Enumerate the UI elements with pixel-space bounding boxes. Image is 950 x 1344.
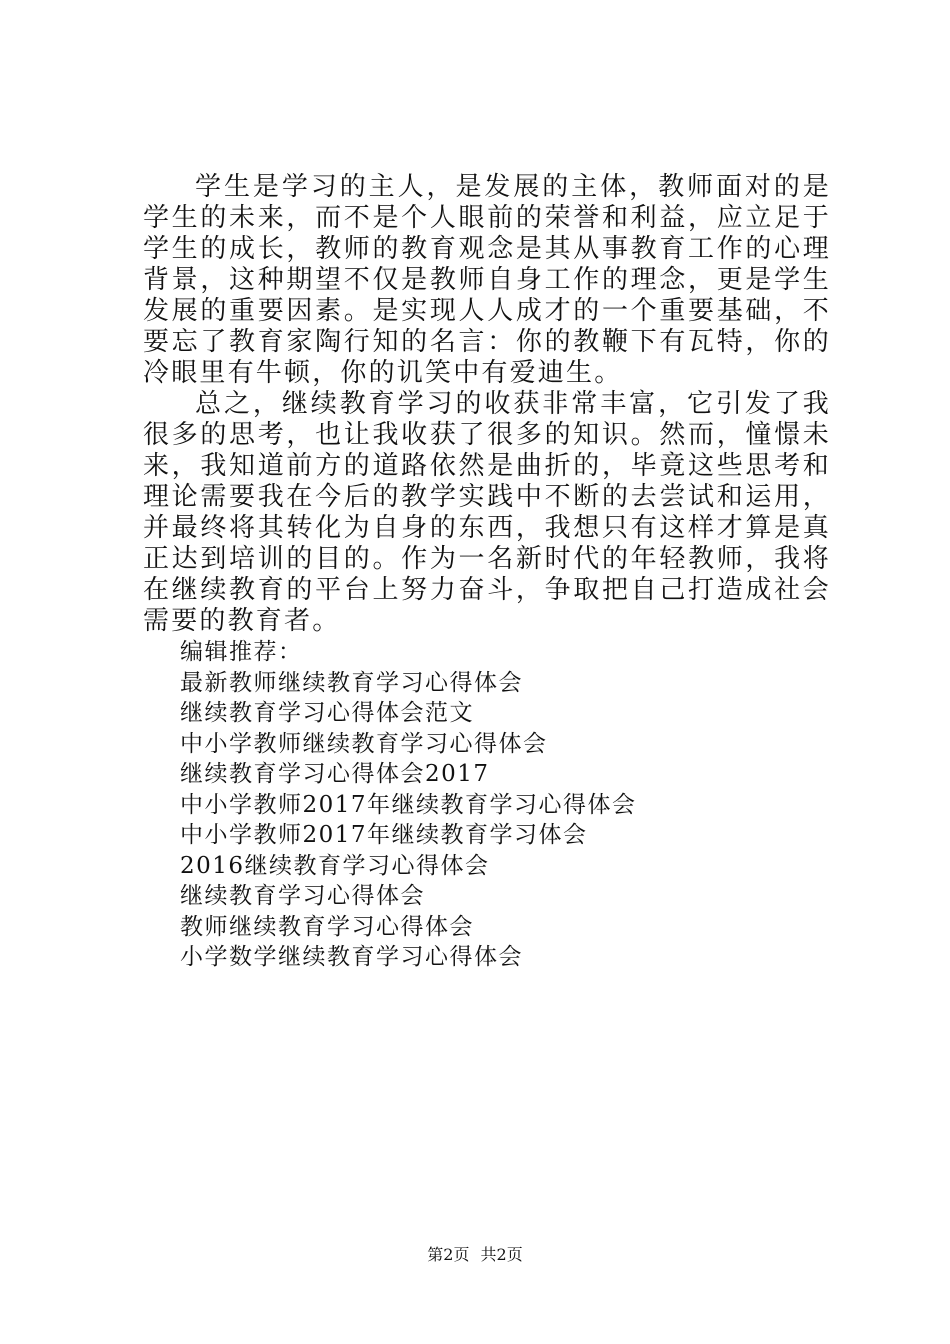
page-total: 共2页 [480, 1245, 523, 1264]
recommend-heading: 编辑推荐： [180, 639, 303, 665]
recommend-item[interactable]: 继续教育学习心得体会 [180, 883, 425, 909]
page-number: 第2页 [427, 1245, 470, 1264]
recommend-item[interactable]: 中小学教师2017年继续教育学习心得体会 [180, 791, 637, 818]
paragraph-1: 学生是学习的主人，是发展的主体，教师面对的是学生的未来，而不是个人眼前的荣誉和利益，应立足于学生的成长，教师的教育观念是其从事教育工作的心理背景，这种期望不仅是教师自身工作的理念，更是学生发展的重要因素。是实现人人成才的一个重要基础，不要忘了教育家陶行知的名言：你的教鞭下有瓦特，你的冷眼里有牛顿，你的讥笑中有爱迪生。 [143, 172, 831, 388]
paragraph-2: 总之，继续教育学习的收获非常丰富，它引发了我很多的思考，也让我收获了很多的知识。然而，憧憬未来，我知道前方的道路依然是曲折的，毕竟这些思考和理论需要我在今后的教学实践中不断的去尝试和运用，并最终将其转化为自身的东西，我想只有这样才算是真正达到培训的目的。作为一名新时代的年轻教师，我将在继续教育的平台上努力奋斗，争取把自己打造成社会需要的教育者。 [143, 389, 831, 636]
document-body [143, 172, 831, 973]
recommend-item[interactable]: 中小学教师继续教育学习心得体会 [180, 730, 548, 757]
recommend-item[interactable]: 小学数学继续教育学习心得体会 [180, 944, 523, 970]
recommend-list [143, 668, 831, 973]
recommend-item[interactable]: 继续教育学习心得体会范文 [180, 700, 474, 726]
recommend-item[interactable]: 继续教育学习心得体会2017 [180, 761, 490, 787]
recommend-item[interactable]: 中小学教师2017年继续教育学习体会 [180, 822, 588, 848]
recommend-item[interactable]: 最新教师继续教育学习心得体会 [180, 669, 523, 696]
page-footer [0, 1245, 950, 1265]
recommend-item[interactable]: 教师继续教育学习心得体会 [180, 913, 474, 940]
recommend-item[interactable]: 2016继续教育学习心得体会 [180, 852, 490, 879]
